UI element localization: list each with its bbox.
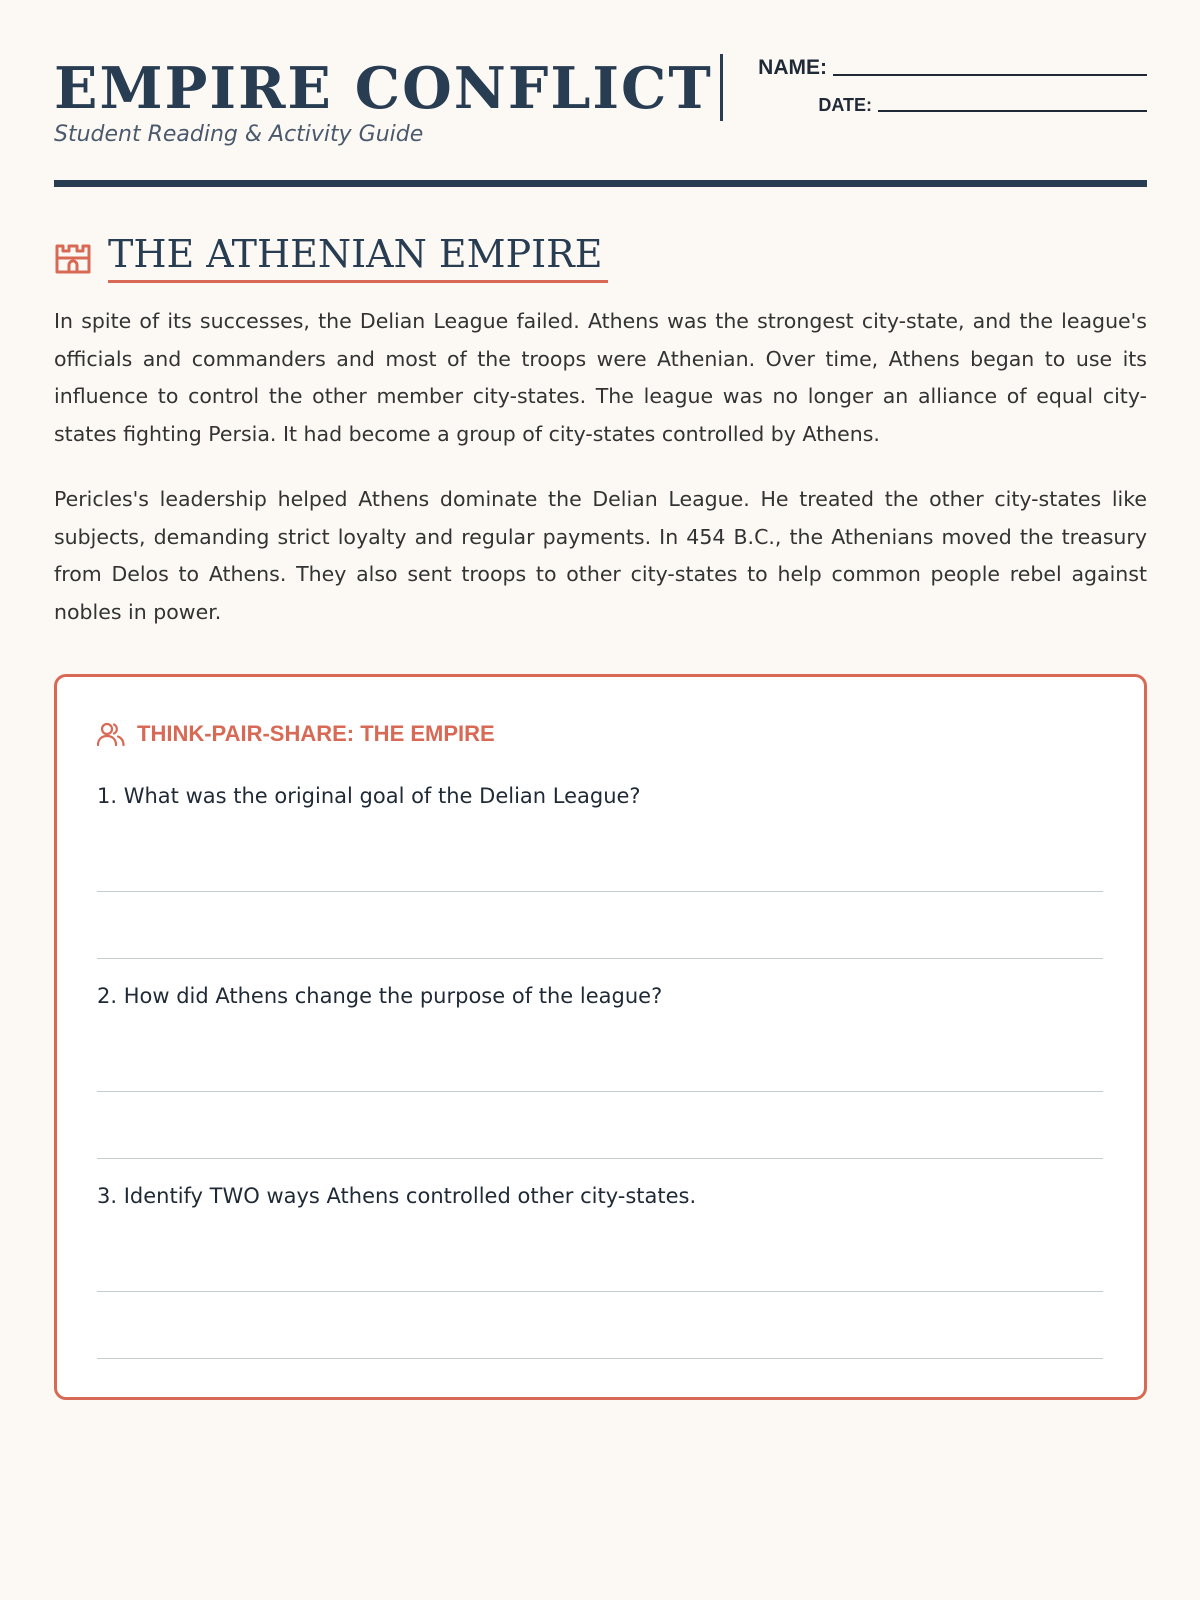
date-field[interactable] (818, 95, 1147, 116)
castle-icon (54, 238, 92, 274)
question-text: 3. Identify TWO ways Athens controlled other city-states. (97, 1184, 697, 1208)
question-2 (97, 981, 1103, 1011)
answer-line[interactable] (97, 1358, 1103, 1359)
question-3 (97, 1181, 1103, 1211)
reading-paragraph-2: Pericles's leadership helped Athens dominate the Delian League. He treated the other city-states like subjects, demanding strict loyalty and regular payments. In 454 B.C., the Athenians moved the treasury from Delos to Athens. They also sent troops to other city-states to help common people rebel against nobles in power. (54, 487, 1147, 624)
answer-line[interactable] (97, 1291, 1103, 1292)
activity-title: THINK-PAIR-SHARE: THE EMPIRE (137, 721, 495, 746)
name-field[interactable] (758, 56, 1147, 80)
worksheet-page (54, 0, 1147, 1208)
date-label: DATE: (818, 95, 872, 115)
answer-line[interactable] (97, 958, 1103, 959)
section-title: THE ATHENIAN EMPIRE (108, 232, 603, 276)
question-text: 2. How did Athens change the purpose of the league? (97, 984, 663, 1008)
header-rule (54, 180, 1147, 187)
date-blank-line[interactable] (878, 110, 1147, 112)
worksheet-header (54, 0, 1147, 187)
name-blank-line[interactable] (833, 74, 1147, 76)
question-1 (97, 781, 1103, 811)
section-underline (108, 280, 608, 283)
activity-heading (97, 721, 495, 747)
users-icon (97, 721, 125, 747)
header-divider (720, 54, 723, 121)
name-label: NAME: (758, 56, 827, 79)
question-text: 1. What was the original goal of the Delian League? (97, 784, 641, 808)
answer-line[interactable] (97, 1091, 1103, 1092)
answer-line[interactable] (97, 891, 1103, 892)
page-subtitle: Student Reading & Activity Guide (54, 122, 424, 147)
reading-paragraph-1: In spite of its successes, the Delian League failed. Athens was the strongest city-state, and the league's officials and commanders and most of the troops were Athenian. Over time, Athens began to use its influence to control the other member city-states. The league was no longer an alliance of equal city-states fighting Persia. It had become a group of city-states controlled by Athens. (54, 309, 1147, 446)
answer-line[interactable] (97, 1158, 1103, 1159)
activity-box (54, 674, 1147, 1400)
page-title: EMPIRE CONFLICT (54, 55, 713, 122)
